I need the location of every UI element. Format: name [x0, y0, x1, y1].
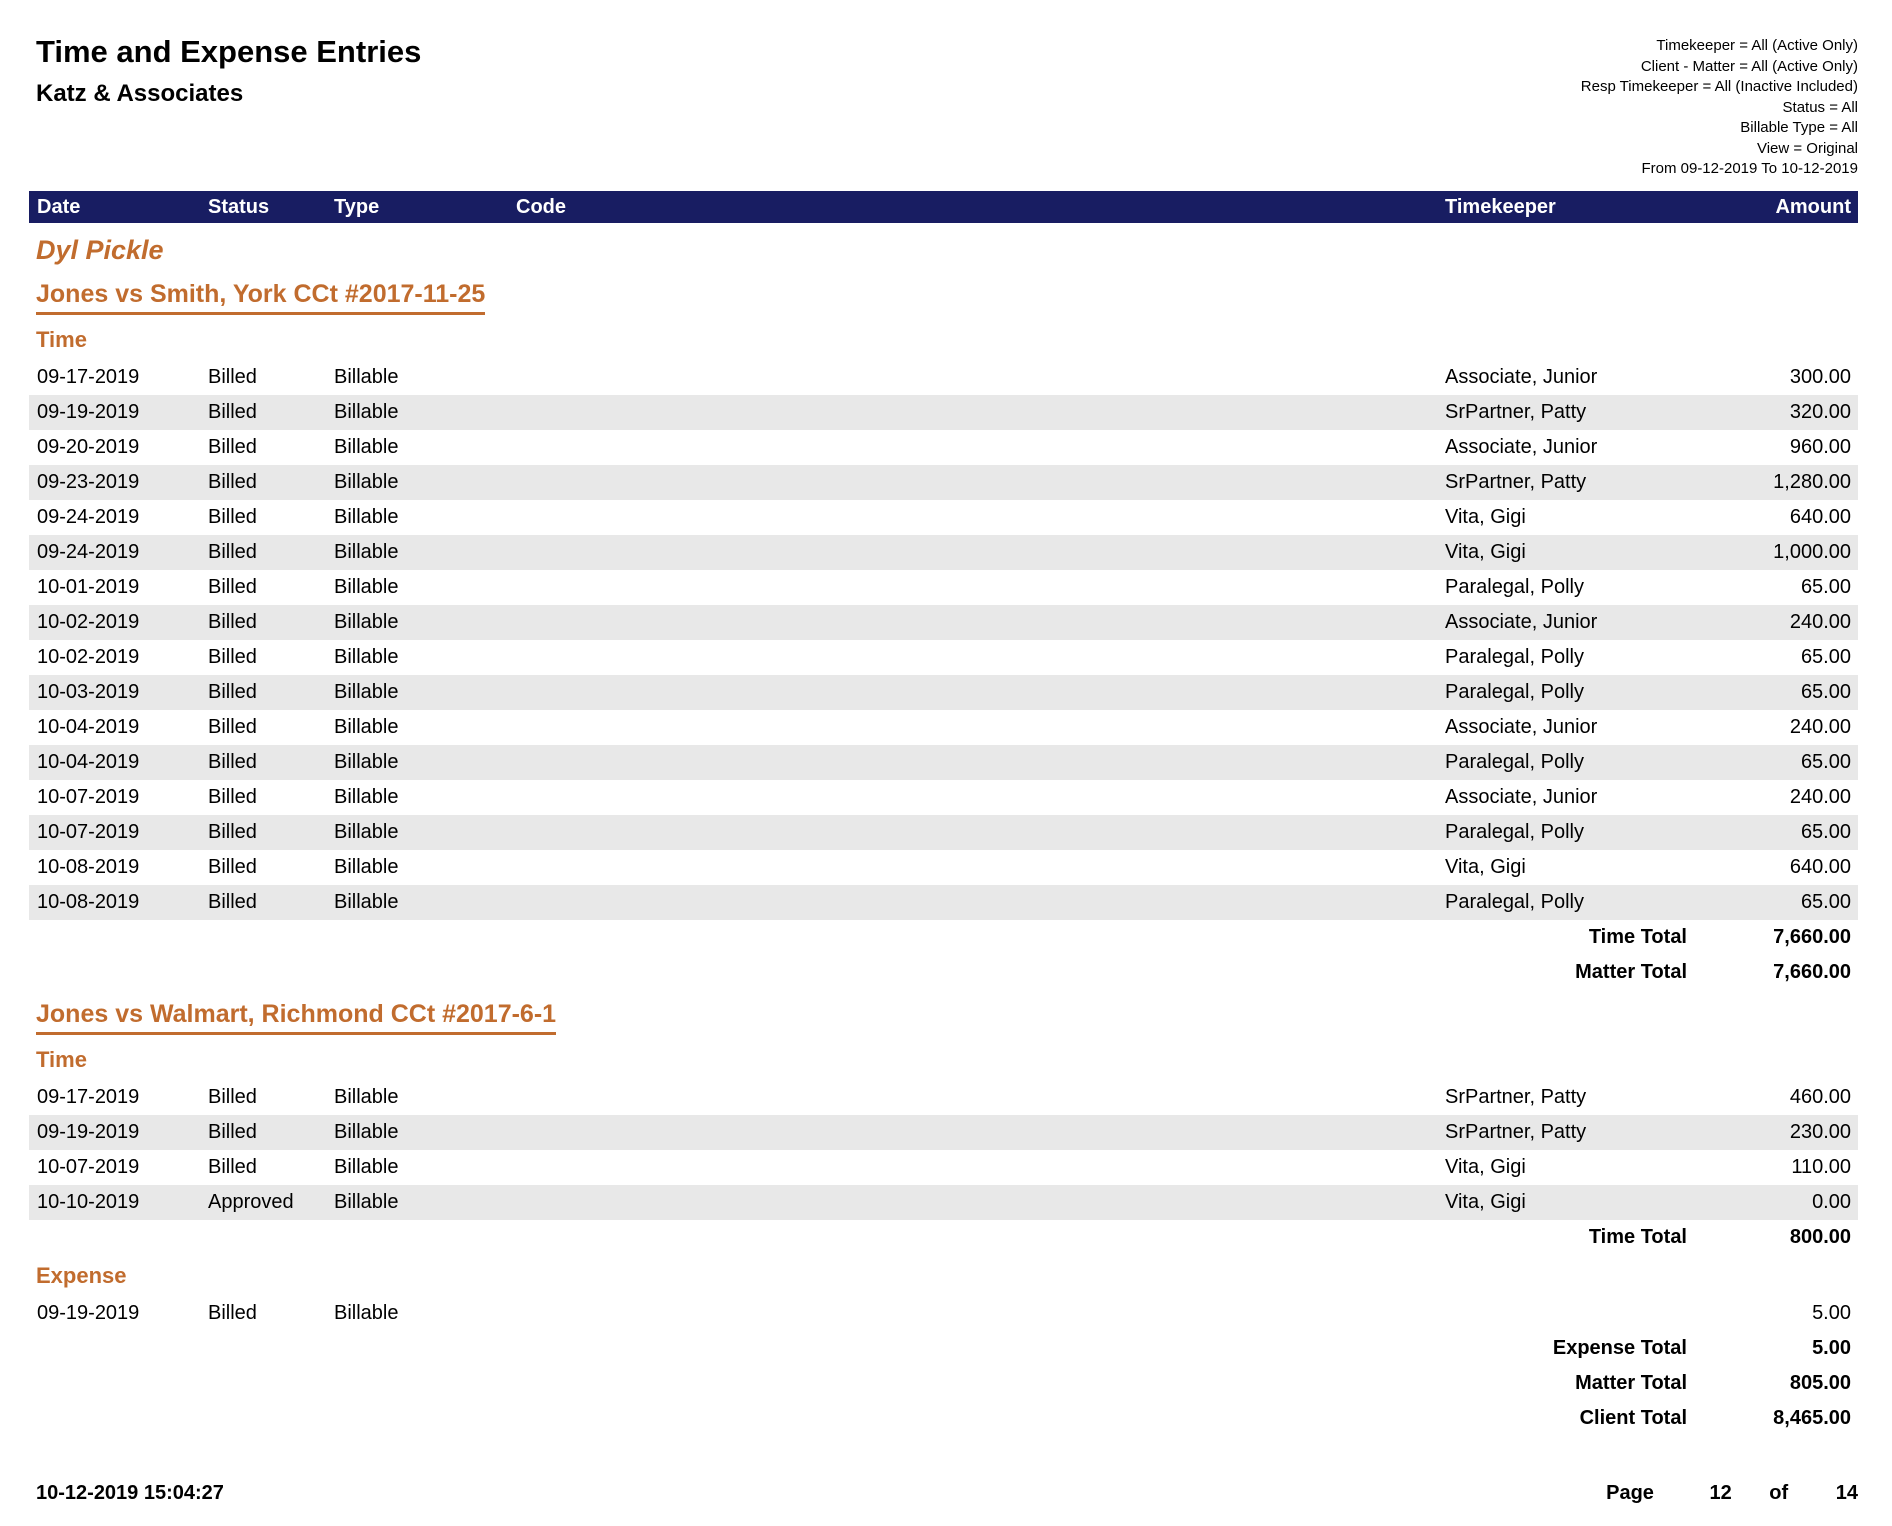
row-date: 09-19-2019 — [37, 401, 140, 423]
row-status: Billed — [208, 541, 257, 563]
entry-row — [29, 1185, 1858, 1220]
row-date: 10-01-2019 — [37, 576, 140, 598]
matter-section — [29, 274, 1858, 990]
entry-row — [29, 780, 1858, 815]
report-header — [29, 34, 1858, 191]
row-status: Billed — [208, 716, 257, 738]
entry-row — [29, 675, 1858, 710]
total-amount: 805.00 — [1789, 1372, 1851, 1394]
entry-row — [29, 430, 1858, 465]
section-total-row — [29, 920, 1858, 955]
entry-row — [29, 1080, 1858, 1115]
matter-total-row — [29, 1366, 1858, 1401]
of-label: of — [1769, 1482, 1789, 1504]
row-status: Billed — [208, 1086, 257, 1108]
row-date: 09-24-2019 — [37, 506, 140, 528]
row-amount: 460.00 — [1789, 1086, 1851, 1108]
total-label: Matter Total — [1575, 1372, 1687, 1394]
entry-row — [29, 815, 1858, 850]
row-status: Billed — [208, 681, 257, 703]
matter-section — [29, 994, 1858, 1401]
row-amount: 1,000.00 — [1773, 541, 1851, 563]
section-label: Expense — [36, 1263, 127, 1288]
row-date: 10-08-2019 — [37, 891, 140, 913]
row-amount: 240.00 — [1789, 716, 1851, 738]
row-status: Billed — [208, 821, 257, 843]
entry-rows — [29, 360, 1858, 920]
row-amount: 65.00 — [1800, 821, 1851, 843]
row-timekeeper: Paralegal, Polly — [1445, 681, 1584, 703]
row-type: Billable — [334, 646, 399, 668]
row-date: 10-02-2019 — [37, 611, 140, 633]
row-date: 10-07-2019 — [37, 786, 140, 808]
row-amount: 960.00 — [1789, 436, 1851, 458]
page-number: 12 — [1709, 1482, 1732, 1504]
column-header-type: Type — [334, 195, 380, 218]
entry-row — [29, 1115, 1858, 1150]
row-date: 10-10-2019 — [37, 1191, 140, 1213]
row-status: Billed — [208, 611, 257, 633]
row-type: Billable — [334, 1121, 399, 1143]
row-type: Billable — [334, 436, 399, 458]
row-date: 10-07-2019 — [37, 1156, 140, 1178]
matter-total-row — [29, 955, 1858, 990]
row-status: Billed — [208, 751, 257, 773]
matter-name-link[interactable]: Jones vs Walmart, Richmond CCt #2017-6-1 — [36, 1000, 556, 1035]
row-timekeeper: Associate, Junior — [1445, 366, 1598, 388]
row-date: 09-24-2019 — [37, 541, 140, 563]
row-status: Billed — [208, 891, 257, 913]
row-type: Billable — [334, 541, 399, 563]
row-timekeeper: Associate, Junior — [1445, 611, 1598, 633]
row-status: Billed — [208, 401, 257, 423]
row-date: 10-04-2019 — [37, 716, 140, 738]
entry-row — [29, 500, 1858, 535]
entry-row — [29, 570, 1858, 605]
table-header-row — [29, 191, 1858, 223]
total-label: Time Total — [1588, 1226, 1687, 1248]
row-amount: 640.00 — [1789, 856, 1851, 878]
row-amount: 65.00 — [1800, 891, 1851, 913]
row-status: Billed — [208, 366, 257, 388]
row-amount: 0.00 — [1812, 1191, 1851, 1213]
row-type: Billable — [334, 786, 399, 808]
generated-timestamp: 10-12-2019 15:04:27 — [36, 1482, 224, 1504]
row-type: Billable — [334, 1086, 399, 1108]
row-type: Billable — [334, 891, 399, 913]
entry-row — [29, 395, 1858, 430]
row-status: Billed — [208, 1302, 257, 1324]
total-label: Time Total — [1588, 926, 1687, 948]
row-amount: 1,280.00 — [1773, 471, 1851, 493]
row-timekeeper: Paralegal, Polly — [1445, 751, 1584, 773]
column-header-status: Status — [208, 195, 270, 218]
entry-rows — [29, 1296, 1858, 1331]
row-amount: 640.00 — [1789, 506, 1851, 528]
filter-line: Billable Type = All — [1740, 119, 1858, 136]
section-label: Time — [36, 327, 87, 352]
entry-row — [29, 885, 1858, 920]
row-amount: 230.00 — [1789, 1121, 1851, 1143]
row-status: Billed — [208, 506, 257, 528]
row-date: 10-08-2019 — [37, 856, 140, 878]
entry-row — [29, 1296, 1858, 1331]
section-label: Time — [36, 1047, 87, 1072]
column-header-code: Code — [516, 195, 566, 218]
page-label: Page — [1606, 1482, 1654, 1504]
row-type: Billable — [334, 576, 399, 598]
column-header-amount: Amount — [1775, 195, 1851, 218]
row-type: Billable — [334, 856, 399, 878]
row-status: Billed — [208, 646, 257, 668]
row-type: Billable — [334, 1191, 399, 1213]
row-type: Billable — [334, 716, 399, 738]
column-header-timekeeper: Timekeeper — [1445, 195, 1556, 218]
row-type: Billable — [334, 1302, 399, 1324]
report-title: Time and Expense Entries — [36, 34, 422, 69]
row-date: 09-17-2019 — [37, 1086, 140, 1108]
total-label: Matter Total — [1575, 961, 1687, 983]
row-timekeeper: SrPartner, Patty — [1445, 471, 1587, 493]
filter-line: Client - Matter = All (Active Only) — [1640, 57, 1858, 75]
total-label: Client Total — [1579, 1407, 1687, 1429]
row-amount: 300.00 — [1789, 366, 1851, 388]
row-status: Billed — [208, 436, 257, 458]
row-amount: 65.00 — [1800, 681, 1851, 703]
report-footer — [29, 1482, 1858, 1505]
row-amount: 240.00 — [1789, 611, 1851, 633]
entry-row — [29, 640, 1858, 675]
entry-rows — [29, 1080, 1858, 1220]
client-total-row — [29, 1401, 1858, 1436]
row-type: Billable — [334, 506, 399, 528]
row-timekeeper: Vita, Gigi — [1445, 1156, 1526, 1178]
row-date: 10-02-2019 — [37, 646, 140, 668]
row-date: 10-07-2019 — [37, 821, 140, 843]
row-timekeeper: SrPartner, Patty — [1445, 1121, 1587, 1143]
row-status: Billed — [208, 471, 257, 493]
row-type: Billable — [334, 401, 399, 423]
row-timekeeper: Paralegal, Polly — [1445, 576, 1584, 598]
entry-row — [29, 605, 1858, 640]
row-timekeeper: Paralegal, Polly — [1445, 891, 1584, 913]
row-type: Billable — [334, 821, 399, 843]
entry-row — [29, 465, 1858, 500]
row-type: Billable — [334, 366, 399, 388]
row-amount: 320.00 — [1789, 401, 1851, 423]
section-total-row — [29, 1220, 1858, 1255]
page-indicator — [1606, 1482, 1858, 1505]
report-body — [29, 235, 1858, 1436]
row-amount: 65.00 — [1800, 646, 1851, 668]
filter-summary — [1581, 36, 1858, 180]
row-amount: 65.00 — [1800, 576, 1851, 598]
row-timekeeper: Paralegal, Polly — [1445, 646, 1584, 668]
row-date: 10-04-2019 — [37, 751, 140, 773]
entry-row — [29, 710, 1858, 745]
entry-row — [29, 745, 1858, 780]
row-timekeeper: Associate, Junior — [1445, 786, 1598, 808]
filter-line: Resp Timekeeper = All (Inactive Included) — [1580, 78, 1858, 95]
column-header-date: Date — [37, 195, 81, 218]
row-date: 09-23-2019 — [37, 471, 140, 493]
filter-line: From 09-12-2019 To 10-12-2019 — [1641, 160, 1858, 177]
entry-row — [29, 535, 1858, 570]
client-name: Dyl Pickle — [36, 235, 164, 265]
firm-name: Katz & Associates — [36, 80, 244, 107]
row-timekeeper: Vita, Gigi — [1445, 541, 1526, 563]
filter-line: Timekeeper = All (Active Only) — [1656, 37, 1858, 54]
row-status: Billed — [208, 1156, 257, 1178]
row-amount: 65.00 — [1800, 751, 1851, 773]
row-status: Billed — [208, 786, 257, 808]
row-amount: 240.00 — [1789, 786, 1851, 808]
filter-line: View = Original — [1756, 139, 1858, 157]
row-type: Billable — [334, 611, 399, 633]
entry-row — [29, 850, 1858, 885]
row-timekeeper: Paralegal, Polly — [1445, 821, 1584, 843]
row-timekeeper: SrPartner, Patty — [1445, 401, 1587, 423]
row-timekeeper: Associate, Junior — [1445, 716, 1598, 738]
row-timekeeper: Vita, Gigi — [1445, 856, 1526, 878]
row-date: 09-20-2019 — [37, 436, 140, 458]
row-status: Billed — [208, 1121, 257, 1143]
page-count: 14 — [1835, 1482, 1858, 1504]
row-timekeeper: Vita, Gigi — [1445, 506, 1526, 528]
row-timekeeper: Associate, Junior — [1445, 436, 1598, 458]
row-type: Billable — [334, 1156, 399, 1178]
row-date: 09-19-2019 — [37, 1302, 140, 1324]
row-timekeeper: Vita, Gigi — [1445, 1191, 1526, 1213]
entry-row — [29, 360, 1858, 395]
row-date: 09-19-2019 — [37, 1121, 140, 1143]
matter-name-link[interactable]: Jones vs Smith, York CCt #2017-11-25 — [36, 280, 485, 315]
filter-line: Status = All — [1782, 98, 1858, 116]
row-amount: 110.00 — [1791, 1156, 1851, 1178]
row-type: Billable — [334, 681, 399, 703]
total-amount: 8,465.00 — [1773, 1407, 1851, 1429]
row-type: Billable — [334, 751, 399, 773]
row-status: Billed — [208, 576, 257, 598]
row-date: 10-03-2019 — [37, 681, 140, 703]
row-status: Billed — [208, 856, 257, 878]
total-amount: 7,660.00 — [1773, 961, 1851, 983]
row-timekeeper: SrPartner, Patty — [1445, 1086, 1587, 1108]
total-label: Expense Total — [1552, 1337, 1687, 1359]
total-amount: 5.00 — [1812, 1337, 1851, 1359]
row-type: Billable — [334, 471, 399, 493]
row-status: Approved — [208, 1191, 294, 1213]
entry-row — [29, 1150, 1858, 1185]
row-amount: 5.00 — [1812, 1302, 1851, 1324]
row-date: 09-17-2019 — [37, 366, 140, 388]
section-total-row — [29, 1331, 1858, 1366]
total-amount: 800.00 — [1789, 1226, 1851, 1248]
total-amount: 7,660.00 — [1773, 926, 1851, 948]
